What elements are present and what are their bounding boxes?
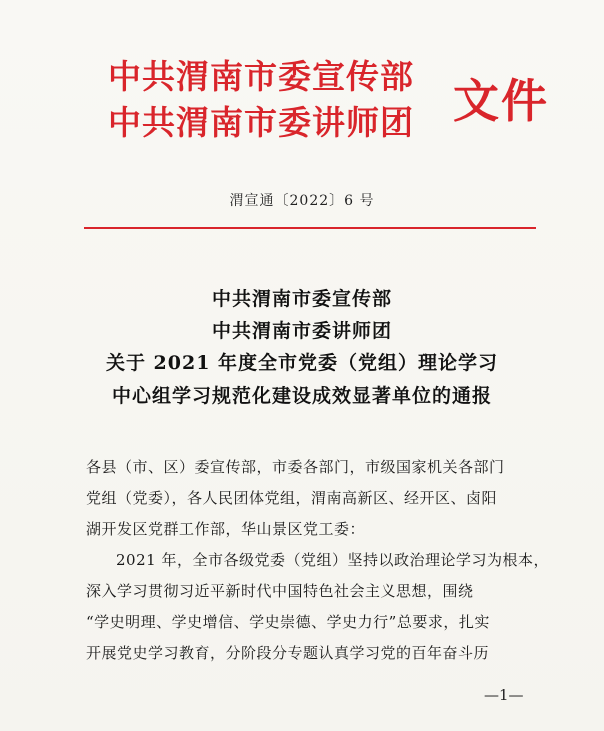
title-line-4: 中心组学习规范化建设成效显著单位的通报 — [111, 385, 492, 407]
body-line: “学史明理、学史增信、学史崇德、学史力行”总要求，扎实 — [86, 613, 490, 631]
body-line: 湖开发区党群工作部，华山景区党工委： — [86, 520, 366, 538]
body-line: 各县（市、区）委宣传部，市委各部门，市级国家机关各部门 — [86, 458, 505, 476]
document-type-label: 文件 — [453, 74, 549, 128]
body-line: 党组（党委），各人民团体党组，渭南高新区、经开区、卤阳 — [86, 489, 498, 507]
document-number: 渭宣通〔2022〕6 号 — [229, 193, 375, 209]
title-line-2: 中共渭南市委讲师团 — [211, 320, 392, 342]
body-line: 开展党史学习教育，分阶段分专题认真学习党的百年奋斗历 — [86, 644, 490, 662]
body-line: 深入学习贯彻习近平新时代中国特色社会主义思想，围绕 — [86, 582, 474, 600]
page-number: —1— — [484, 686, 524, 704]
issuing-org-1: 中共渭南市委宣传部 — [108, 57, 414, 96]
title-line-1: 中共渭南市委宣传部 — [211, 288, 392, 310]
red-divider — [84, 227, 536, 229]
issuing-org-2: 中共渭南市委讲师团 — [108, 103, 414, 142]
body-line: 2021 年，全市各级党委（党组）坚持以政治理论学习为根本， — [116, 551, 549, 569]
title-line-3: 关于 2021 年度全市党委（党组）理论学习 — [105, 352, 499, 374]
